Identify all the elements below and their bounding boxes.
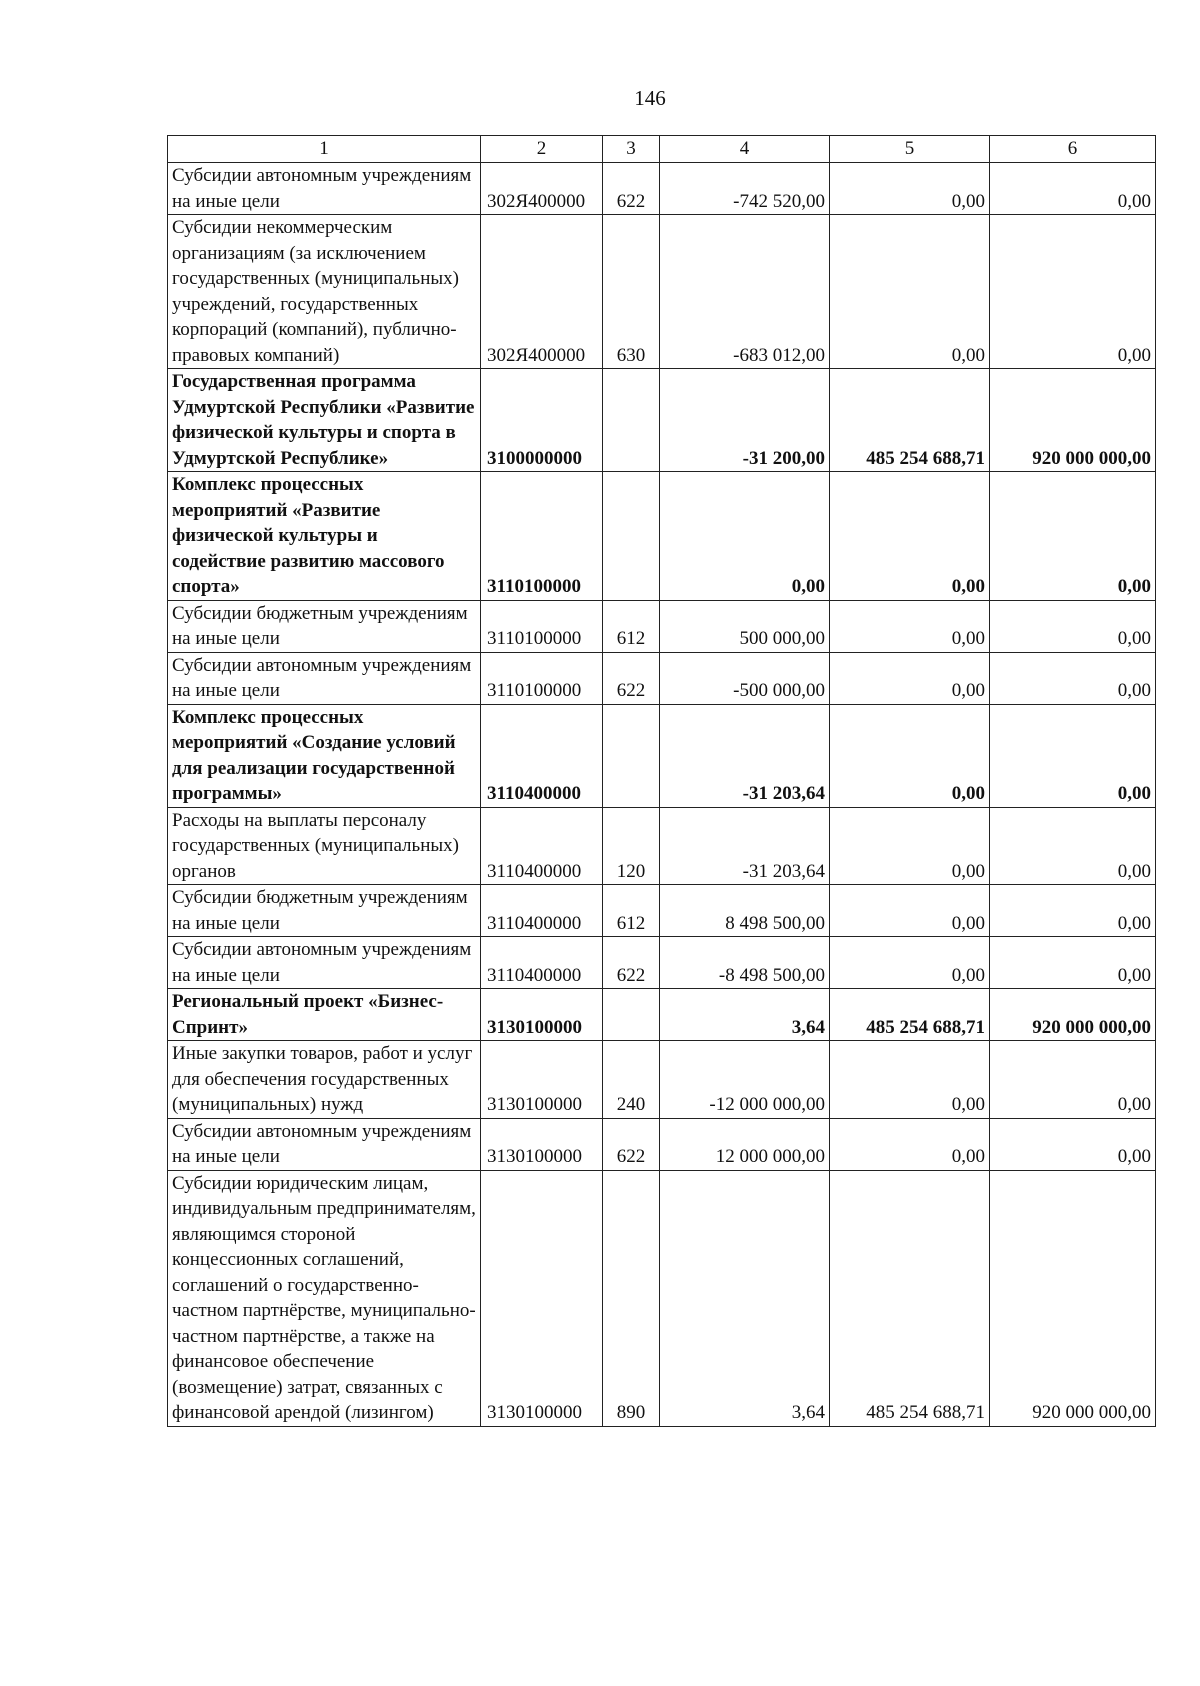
target-article-code-cell: 3110400000	[481, 704, 603, 807]
table-row	[168, 1118, 1156, 1170]
table-row	[168, 472, 1156, 601]
target-article-code-cell: 3110100000	[481, 652, 603, 704]
amount-col5-cell: 485 254 688,71	[830, 369, 990, 472]
expense-type-cell	[603, 369, 660, 472]
table-row	[168, 215, 1156, 369]
amount-col5-cell: 0,00	[830, 163, 990, 215]
row-name-cell: Субсидии автономным учреждениям на иные цели	[168, 652, 481, 704]
row-name-cell: Субсидии юридическим лицам, индивидуальным предпринимателям, являющимся стороной концессионных соглашений, соглашений о государственно-частном партнёрстве, муниципально-частном партнёрстве, а также на финансовое обеспечение (возмещение) затрат, связанных с финансовой арендой (лизингом)	[168, 1170, 481, 1426]
target-article-code-cell: 3130100000	[481, 989, 603, 1041]
amount-col6-cell: 0,00	[990, 1041, 1156, 1119]
expense-type-cell: 630	[603, 215, 660, 369]
table-row	[168, 989, 1156, 1041]
table-row	[168, 600, 1156, 652]
expense-type-cell: 120	[603, 807, 660, 885]
row-name-cell: Субсидии автономным учреждениям на иные цели	[168, 1118, 481, 1170]
amount-col4-cell: -31 203,64	[660, 704, 830, 807]
row-name-cell: Государственная программа Удмуртской Республики «Развитие физической культуры и спорта в Удмуртской Республике»	[168, 369, 481, 472]
expense-type-cell	[603, 989, 660, 1041]
column-header: 2	[481, 136, 603, 163]
amount-col4-cell: -500 000,00	[660, 652, 830, 704]
row-name-cell: Региональный проект «Бизнес-Спринт»	[168, 989, 481, 1041]
row-name-cell: Субсидии автономным учреждениям на иные цели	[168, 937, 481, 989]
amount-col5-cell: 0,00	[830, 472, 990, 601]
target-article-code-cell: 302Я400000	[481, 163, 603, 215]
target-article-code-cell: 3130100000	[481, 1041, 603, 1119]
target-article-code-cell: 3110100000	[481, 600, 603, 652]
expense-type-cell: 612	[603, 600, 660, 652]
amount-col5-cell: 485 254 688,71	[830, 1170, 990, 1426]
amount-col4-cell: 0,00	[660, 472, 830, 601]
row-name-cell: Комплекс процессных мероприятий «Развитие физической культуры и содействие развитию массового спорта»	[168, 472, 481, 601]
target-article-code-cell: 3110100000	[481, 472, 603, 601]
amount-col5-cell: 0,00	[830, 215, 990, 369]
row-name-cell: Субсидии автономным учреждениям на иные цели	[168, 163, 481, 215]
table-row	[168, 937, 1156, 989]
amount-col4-cell: 3,64	[660, 989, 830, 1041]
column-header-row	[168, 136, 1156, 163]
row-name-cell: Субсидии бюджетным учреждениям на иные цели	[168, 885, 481, 937]
amount-col5-cell: 0,00	[830, 704, 990, 807]
row-name-cell: Комплекс процессных мероприятий «Создание условий для реализации государственной программы»	[168, 704, 481, 807]
expense-type-cell	[603, 472, 660, 601]
table-row	[168, 807, 1156, 885]
row-name-cell: Иные закупки товаров, работ и услуг для обеспечения государственных (муниципальных) нужд	[168, 1041, 481, 1119]
row-name-cell: Субсидии бюджетным учреждениям на иные цели	[168, 600, 481, 652]
expense-type-cell: 622	[603, 163, 660, 215]
amount-col5-cell: 0,00	[830, 1041, 990, 1119]
amount-col5-cell: 485 254 688,71	[830, 989, 990, 1041]
expense-type-cell: 612	[603, 885, 660, 937]
table-row	[168, 885, 1156, 937]
amount-col5-cell: 0,00	[830, 1118, 990, 1170]
row-name-cell: Расходы на выплаты персоналу государственных (муниципальных) органов	[168, 807, 481, 885]
amount-col5-cell: 0,00	[830, 937, 990, 989]
target-article-code-cell: 3130100000	[481, 1170, 603, 1426]
column-header: 1	[168, 136, 481, 163]
amount-col4-cell: -12 000 000,00	[660, 1041, 830, 1119]
row-name-cell: Субсидии некоммерческим организациям (за исключением государственных (муниципальных) учреждений, государственных корпораций (компаний), публично-правовых компаний)	[168, 215, 481, 369]
amount-col6-cell: 0,00	[990, 807, 1156, 885]
column-header: 4	[660, 136, 830, 163]
amount-col6-cell: 0,00	[990, 885, 1156, 937]
amount-col4-cell: -31 203,64	[660, 807, 830, 885]
amount-col6-cell: 0,00	[990, 1118, 1156, 1170]
amount-col4-cell: 3,64	[660, 1170, 830, 1426]
amount-col4-cell: 12 000 000,00	[660, 1118, 830, 1170]
amount-col6-cell: 0,00	[990, 215, 1156, 369]
amount-col4-cell: 8 498 500,00	[660, 885, 830, 937]
table-row	[168, 369, 1156, 472]
amount-col6-cell: 0,00	[990, 937, 1156, 989]
amount-col4-cell: 500 000,00	[660, 600, 830, 652]
table-row	[168, 1170, 1156, 1426]
amount-col6-cell: 0,00	[990, 472, 1156, 601]
amount-col5-cell: 0,00	[830, 807, 990, 885]
target-article-code-cell: 3110400000	[481, 937, 603, 989]
amount-col6-cell: 0,00	[990, 652, 1156, 704]
amount-col4-cell: -8 498 500,00	[660, 937, 830, 989]
amount-col6-cell: 0,00	[990, 600, 1156, 652]
amount-col4-cell: -742 520,00	[660, 163, 830, 215]
expense-type-cell: 890	[603, 1170, 660, 1426]
expense-type-cell: 240	[603, 1041, 660, 1119]
target-article-code-cell: 3110400000	[481, 807, 603, 885]
amount-col6-cell: 920 000 000,00	[990, 369, 1156, 472]
amount-col4-cell: -683 012,00	[660, 215, 830, 369]
table-row	[168, 704, 1156, 807]
column-header: 6	[990, 136, 1156, 163]
target-article-code-cell: 3130100000	[481, 1118, 603, 1170]
column-header: 3	[603, 136, 660, 163]
target-article-code-cell: 3100000000	[481, 369, 603, 472]
column-header: 5	[830, 136, 990, 163]
page-number: 146	[634, 86, 666, 110]
amount-col6-cell: 0,00	[990, 163, 1156, 215]
amount-col6-cell: 0,00	[990, 704, 1156, 807]
table-row	[168, 1041, 1156, 1119]
amount-col5-cell: 0,00	[830, 652, 990, 704]
amount-col4-cell: -31 200,00	[660, 369, 830, 472]
amount-col6-cell: 920 000 000,00	[990, 989, 1156, 1041]
amount-col5-cell: 0,00	[830, 885, 990, 937]
target-article-code-cell: 302Я400000	[481, 215, 603, 369]
expense-type-cell: 622	[603, 652, 660, 704]
amount-col6-cell: 920 000 000,00	[990, 1170, 1156, 1426]
target-article-code-cell: 3110400000	[481, 885, 603, 937]
expense-type-cell: 622	[603, 1118, 660, 1170]
budget-table	[167, 135, 1156, 1427]
expense-type-cell: 622	[603, 937, 660, 989]
amount-col5-cell: 0,00	[830, 600, 990, 652]
table-row	[168, 163, 1156, 215]
expense-type-cell	[603, 704, 660, 807]
table-row	[168, 652, 1156, 704]
